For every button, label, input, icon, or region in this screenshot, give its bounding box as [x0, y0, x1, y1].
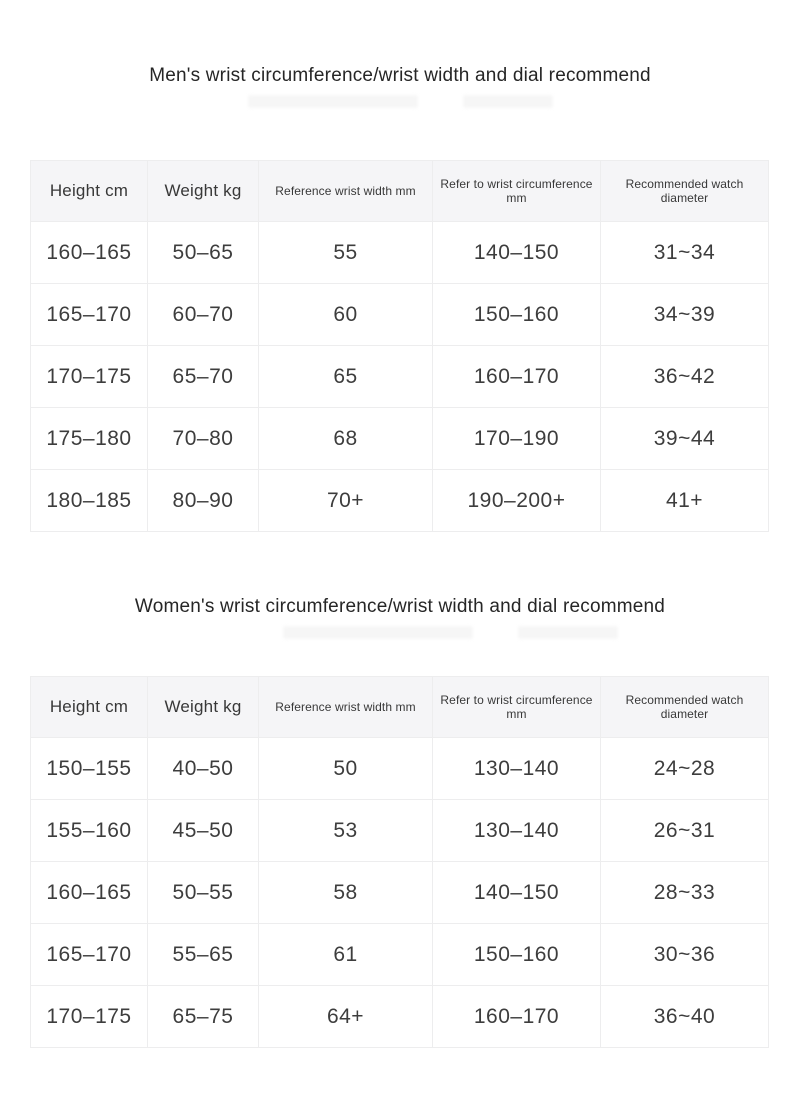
- table-cell-diameter: 24~28: [601, 738, 769, 800]
- mens-section: [0, 0, 800, 532]
- table-cell-circumference: 170–190: [433, 408, 601, 470]
- table-cell-wrist-width: 64+: [259, 986, 433, 1048]
- table-cell-weight: 70–80: [148, 408, 259, 470]
- table-cell-diameter: 34~39: [601, 284, 769, 346]
- column-header-wrist-circumference: Refer to wrist circumference mm: [433, 161, 601, 222]
- table-row: [31, 986, 769, 1048]
- table-cell-height: 160–165: [31, 222, 148, 284]
- table-cell-weight: 65–75: [148, 986, 259, 1048]
- table-cell-diameter: 36~42: [601, 346, 769, 408]
- table-cell-height: 155–160: [31, 800, 148, 862]
- table-cell-weight: 50–55: [148, 862, 259, 924]
- womens-size-table: [30, 676, 769, 1048]
- table-cell-circumference: 140–150: [433, 222, 601, 284]
- womens-section: [0, 594, 800, 1048]
- table-cell-wrist-width: 60: [259, 284, 433, 346]
- table-cell-weight: 80–90: [148, 470, 259, 532]
- table-row: [31, 408, 769, 470]
- ghost-text-chunk: [283, 626, 473, 639]
- table-row: [31, 222, 769, 284]
- table-cell-diameter: 41+: [601, 470, 769, 532]
- mens-header-row: [31, 161, 769, 222]
- womens-section-title: Women's wrist circumference/wrist width and dial recommend: [134, 596, 666, 617]
- table-cell-circumference: 160–170: [433, 346, 601, 408]
- table-cell-height: 150–155: [31, 738, 148, 800]
- table-cell-weight: 40–50: [148, 738, 259, 800]
- table-cell-wrist-width: 55: [259, 222, 433, 284]
- table-row: [31, 284, 769, 346]
- column-header-watch-diameter: Recommended watch diameter: [601, 677, 769, 738]
- table-cell-wrist-width: 53: [259, 800, 433, 862]
- mens-section-title: Men's wrist circumference/wrist width and dial recommend: [149, 65, 651, 86]
- column-header-watch-diameter: Recommended watch diameter: [601, 161, 769, 222]
- table-cell-height: 165–170: [31, 924, 148, 986]
- column-header-height: Height cm: [31, 161, 148, 222]
- table-cell-diameter: 30~36: [601, 924, 769, 986]
- ghost-text-chunk: [518, 626, 618, 639]
- table-row: [31, 924, 769, 986]
- table-cell-weight: 65–70: [148, 346, 259, 408]
- table-cell-circumference: 190–200+: [433, 470, 601, 532]
- table-row: [31, 800, 769, 862]
- ghost-text-chunk: [463, 95, 553, 108]
- table-cell-wrist-width: 50: [259, 738, 433, 800]
- column-header-wrist-width: Reference wrist width mm: [259, 677, 433, 738]
- table-cell-diameter: 26~31: [601, 800, 769, 862]
- column-header-weight: Weight kg: [148, 161, 259, 222]
- table-cell-height: 160–165: [31, 862, 148, 924]
- table-cell-wrist-width: 61: [259, 924, 433, 986]
- column-header-height: Height cm: [31, 677, 148, 738]
- table-row: [31, 738, 769, 800]
- table-cell-weight: 60–70: [148, 284, 259, 346]
- table-cell-wrist-width: 58: [259, 862, 433, 924]
- table-cell-height: 175–180: [31, 408, 148, 470]
- table-cell-diameter: 36~40: [601, 986, 769, 1048]
- table-cell-diameter: 39~44: [601, 408, 769, 470]
- mens-watermark-ghost-text: [0, 93, 800, 109]
- table-cell-wrist-width: 70+: [259, 470, 433, 532]
- table-cell-weight: 45–50: [148, 800, 259, 862]
- womens-watermark-ghost-text: [50, 624, 800, 640]
- table-row: [31, 470, 769, 532]
- table-cell-circumference: 130–140: [433, 800, 601, 862]
- table-cell-circumference: 150–160: [433, 924, 601, 986]
- table-cell-circumference: 150–160: [433, 284, 601, 346]
- table-cell-weight: 55–65: [148, 924, 259, 986]
- table-cell-weight: 50–65: [148, 222, 259, 284]
- table-cell-circumference: 140–150: [433, 862, 601, 924]
- table-cell-circumference: 160–170: [433, 986, 601, 1048]
- table-cell-wrist-width: 68: [259, 408, 433, 470]
- column-header-weight: Weight kg: [148, 677, 259, 738]
- table-row: [31, 346, 769, 408]
- column-header-wrist-circumference: Refer to wrist circumference mm: [433, 677, 601, 738]
- table-cell-height: 180–185: [31, 470, 148, 532]
- table-cell-height: 170–175: [31, 346, 148, 408]
- table-cell-diameter: 28~33: [601, 862, 769, 924]
- womens-header-row: [31, 677, 769, 738]
- table-cell-height: 165–170: [31, 284, 148, 346]
- table-row: [31, 862, 769, 924]
- table-cell-diameter: 31~34: [601, 222, 769, 284]
- column-header-wrist-width: Reference wrist width mm: [259, 161, 433, 222]
- table-cell-circumference: 130–140: [433, 738, 601, 800]
- mens-size-table: [30, 160, 769, 532]
- table-cell-height: 170–175: [31, 986, 148, 1048]
- ghost-text-chunk: [248, 95, 418, 108]
- table-cell-wrist-width: 65: [259, 346, 433, 408]
